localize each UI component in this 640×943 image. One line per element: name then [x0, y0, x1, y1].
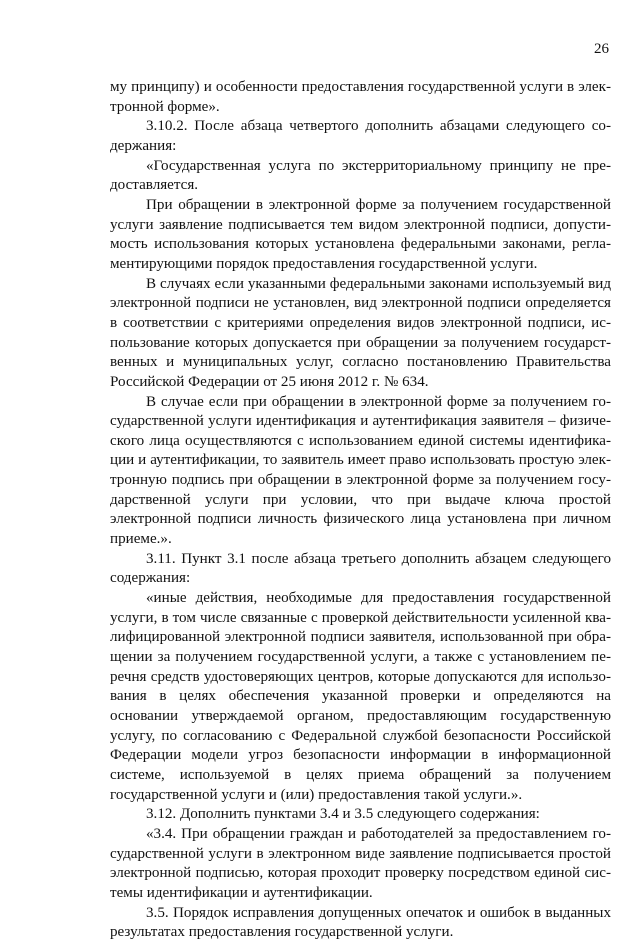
- paragraph: В случаях если указанными федеральными законами используемый вид электронной подписи не установлен, вид электронной подписи определяется в соответствии с критериями определения видов электронной подписи, использование которых допускается при обращении за получением государственных и муниципальных услуг, согласно постановлению Правительства Российской Федерации от 25 июня 2012 г. № 634.: [110, 275, 611, 390]
- paragraph: му принципу) и особенности предоставления государственной услуги в электронной форме».: [110, 79, 611, 115]
- paragraph: 3.12. Дополнить пунктами 3.4 и 3.5 следующего содержания:: [146, 806, 540, 823]
- page-number: 26: [594, 41, 609, 57]
- paragraph: 3.5. Порядок исправления допущенных опечаток и ошибок в выданных результатах предоставления государственной услуги.: [110, 904, 611, 941]
- paragraph: 3.10.2. После абзаца четвертого дополнить абзацами следующего содержания:: [110, 118, 611, 154]
- paragraph: «3.4. При обращении граждан и работодателей за предоставлением государственной услуги в электронном виде заявление подписывается простой электронной подписью, которая проходит проверку посредством единой системы идентификации и аутентификации.: [110, 825, 611, 901]
- paragraph: В случае если при обращении в электронной форме за получением государственной услуги идентификация и аутентификация заявителя – физического лица осуществляются с использованием единой системы идентификации и аутентификации, то заявитель имеет право использовать простую электронную подпись при обращении в электронной форме за получением государственной услуги при условии, что при выдаче ключа простой электронной подписи личность физического лица установлена при личном приеме.».: [110, 393, 611, 548]
- document-body: [110, 78, 611, 943]
- paragraph: «Государственная услуга по экстерриториальному принципу не предоставляется.: [110, 157, 611, 194]
- paragraph: «иные действия, необходимые для предоставления государственной услуги, в том числе связанные с проверкой действительности усиленной квалифицированной электронной подписи заявителя, использованной при обращении за получением государственной услуги, а также с установлением перечня средств удостоверяющих центров, которые допускаются для использования в целях обеспечения указанной проверки и определяются на основании утверждаемой органом, предоставляющим государственную услугу, по согласованию с Федеральной службой безопасности Российской Федерации модели угроз безопасности информации в информационной системе, используемой в целях приема обращений за получением государственной услуги и (или) предоставления такой услуги.».: [110, 590, 611, 803]
- paragraph: 3.11. Пункт 3.1 после абзаца третьего дополнить абзацем следующего содержания:: [110, 550, 611, 587]
- paragraph: При обращении в электронной форме за получением государственной услуги заявление подписывается тем видом электронной подписи, допустимость использования которых установлена федеральными законами, регламентирующими порядок предоставления государственной услуги.: [110, 196, 611, 272]
